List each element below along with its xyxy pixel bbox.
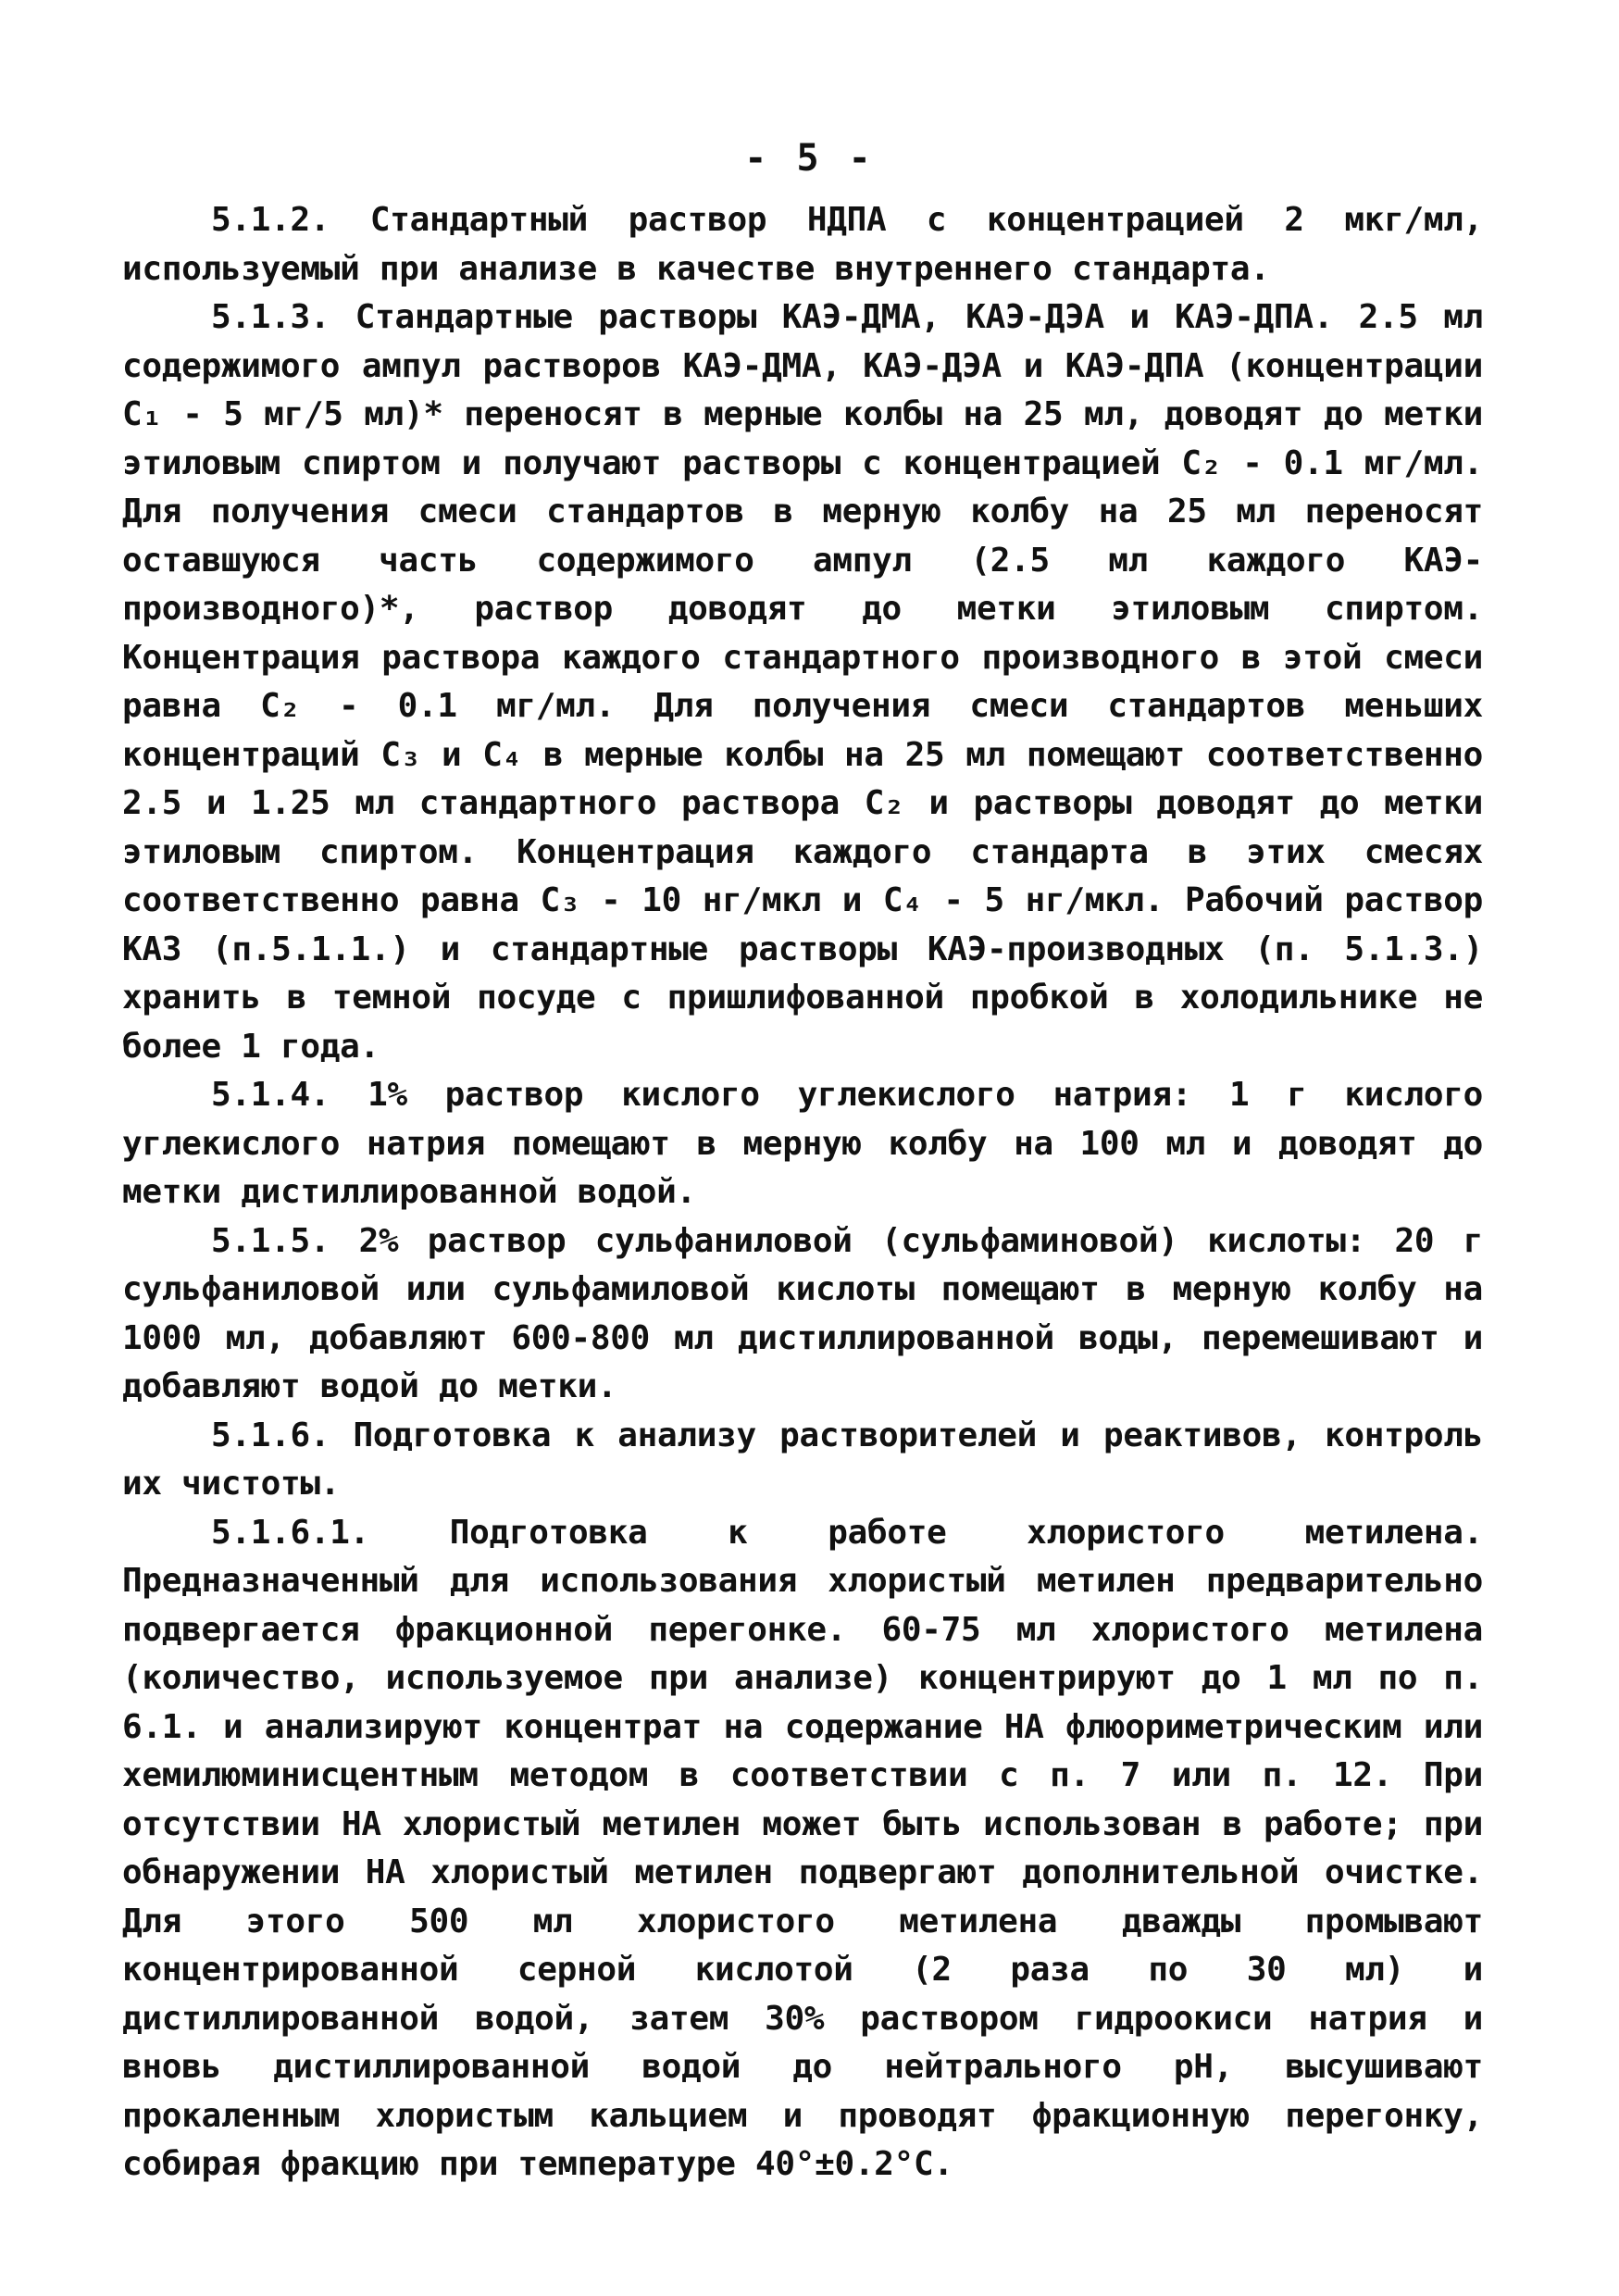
paragraph-5-1-2: 5.1.2. Стандартный раствор НДПА с концентрацией 2 мкг/мл, используемый при анализе в качестве внутреннего стандарта. xyxy=(122,201,1483,288)
paragraph-5-1-6-1: 5.1.6.1. Подготовка к работе хлористого метилена. Предназначенный для использования хлористый метилен предварительно подвергается фракционной перегонке. 60-75 мл хлористого метилена (количество, используемое при анализе) концентрируют до 1 мл по п. 6.1. и анализируют концентрат на содержание НА флюориметрическим или хемилюминисцентным методом в соответствии с п. 7 или п. 12. При отсутствии НА хлористый метилен может быть использован в работе; при обнаружении НА хлористый метилен подвергают дополнительной очистке. Для этого 500 мл хлористого метилена дважды промывают концентрированной серной кислотой (2 раза по 30 мл) и дистиллированной водой, затем 30% раствором гидроокиси натрия и вновь дистиллированной водой до нейтрального pH, высушивают прокаленным хлористым кальцием и проводят фракционную перегонку, собирая фракцию при температуре 40°±0.2°C. xyxy=(122,1513,1483,2183)
document-body xyxy=(122,196,1483,2190)
paragraph-5-1-5: 5.1.5. 2% раствор сульфаниловой (сульфаминовой) кислоты: 20 г сульфаниловой или сульфамиловой кислоты помещают в мерную колбу на 1000 мл, добавляют 600-800 мл дистиллированной воды, перемешивают и добавляют водой до метки. xyxy=(122,1221,1483,1405)
paragraph-5-1-6: 5.1.6. Подготовка к анализу растворителей и реактивов, контроль их чистоты. xyxy=(122,1416,1483,1503)
page-number: - 5 - xyxy=(744,137,875,180)
paragraph-5-1-3: 5.1.3. Стандартные растворы КАЭ-ДМА, КАЭ-ДЭА и КАЭ-ДПА. 2.5 мл содержимого ампул растворов КАЭ-ДМА, КАЭ-ДЭА и КАЭ-ДПА (концентрации C₁ - 5 мг/5 мл)* переносят в мерные колбы на 25 мл, доводят до метки этиловым спиртом и получают растворы с концентрацией C₂ - 0.1 мг/мл. Для получения смеси стандартов в мерную колбу на 25 мл переносят оставшуюся часть содержимого ампул (2.5 мл каждого КАЭ-производного)*, раствор доводят до метки этиловым спиртом. Концентрация раствора каждого стандартного производного в этой смеси равна C₂ - 0.1 мг/мл. Для получения смеси стандартов меньших концентраций C₃ и C₄ в мерные колбы на 25 мл помещают соответственно 2.5 и 1.25 мл стандартного раствора C₂ и растворы доводят до метки этиловым спиртом. Концентрация каждого стандарта в этих смесях соответственно равна C₃ - 10 нг/мкл и C₄ - 5 нг/мкл. Рабочий раствор КАЗ (п.5.1.1.) и стандартные растворы КАЭ-производных (п. 5.1.3.) хранить в темной посуде с пришлифованной пробкой в холодильнике не более 1 года. xyxy=(122,298,1483,1066)
paragraph-5-1-4: 5.1.4. 1% раствор кислого углекислого натрия: 1 г кислого углекислого натрия помещают в мерную колбу на 100 мл и доводят до метки дистиллированной водой. xyxy=(122,1076,1483,1211)
